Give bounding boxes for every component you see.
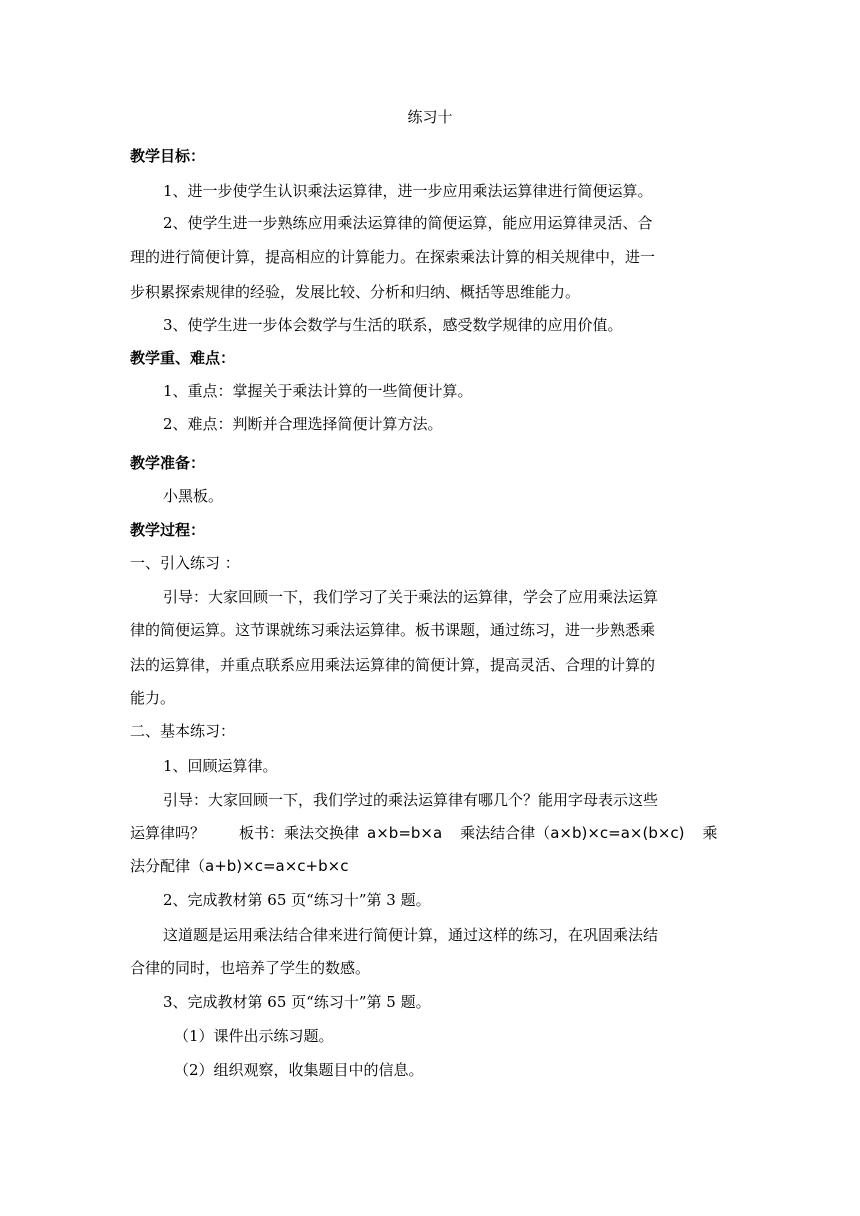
section-2-guide-line-3 (130, 856, 730, 876)
section-2-item-2-paragraph-line-1: 这道题是运用乘法结合律来进行简便计算，通过这样的练习，在巩固乘法结 (163, 926, 659, 944)
process-heading: 教学过程： (130, 521, 206, 539)
objective-item-2-line-1: 2、使学生进一步熟练应用乘法运算律的简便运算，能应用运算律灵活、合 (163, 214, 653, 232)
preparation-heading: 教学准备： (130, 454, 206, 472)
section-2-sub-item-2: （2）组织观察，收集题目中的信息。 (174, 1061, 424, 1079)
objective-item-2-line-3: 步积累探索规律的经验，发展比较、分析和归纳、概括等思维能力。 (130, 283, 581, 301)
section-1-heading: 一、引入练习 ： (130, 554, 240, 572)
distributive-formula: a+b)×c=a×c+b×c (205, 857, 349, 875)
section-1-paragraph-line-4: 能力。 (130, 689, 176, 707)
board-label: 板书：乘法交换律 (239, 824, 360, 842)
key-points-heading: 教学重、难点： (130, 349, 236, 367)
section-2-heading: 二、基本练习： (130, 722, 236, 740)
document-title: 练习十 (407, 108, 453, 126)
commutative-formula: a×b=b×a (367, 824, 443, 842)
objectives-heading: 教学目标： (130, 147, 206, 165)
section-1-paragraph-line-3: 法的运算律，并重点联系应用乘法运算律的简便计算，提高灵活、合理的计算的 (130, 656, 656, 674)
section-2-item-2-paragraph-line-2: 合律的同时，也培养了学生的数感。 (130, 959, 371, 977)
associative-label: 乘法结合律（ (460, 824, 551, 842)
section-2-guide-line-2 (130, 823, 730, 843)
guide-question: 运算律吗？ (130, 824, 206, 842)
objective-item-3: 3、使学生进一步体会数学与生活的联系，感受数学规律的应用价值。 (163, 316, 623, 334)
associative-formula: a×b)×c=a×(b×c) (550, 824, 685, 842)
section-2-item-2: 2、完成教材第 65 页“练习十”第 3 题。 (163, 891, 431, 909)
section-1-paragraph-line-1: 引导：大家回顾一下，我们学习了关于乘法的运算律，学会了应用乘法运算 (163, 588, 659, 606)
key-point-item-2: 2、难点：判断并合理选择简便计算方法。 (163, 415, 443, 433)
distributive-label-end: 法分配律（ (130, 857, 206, 875)
objective-item-2-line-2: 理的进行简便计算，提高相应的计算能力。在探索乘法计算的相关规律中，进一 (130, 248, 656, 266)
key-point-item-1: 1、重点：掌握关于乘法计算的一些简便计算。 (163, 382, 473, 400)
preparation-item: 小黑板。 (163, 487, 224, 505)
distributive-label-start: 乘 (702, 824, 718, 842)
objective-item-1: 1、进一步使学生认识乘法运算律，进一步应用乘法运算律进行简便运算。 (163, 182, 653, 200)
section-2-guide-line-1: 引导：大家回顾一下，我们学过的乘法运算律有哪几个？能用字母表示这些 (163, 791, 659, 809)
section-2-item-1: 1、回顾运算律。 (163, 757, 278, 775)
section-1-paragraph-line-2: 律的简便运算。这节课就练习乘法运算律。板书课题，通过练习，进一步熟悉乘 (130, 621, 656, 639)
section-2-sub-item-1: （1）课件出示练习题。 (174, 1027, 334, 1045)
section-2-item-3: 3、完成教材第 65 页“练习十”第 5 题。 (163, 993, 431, 1011)
